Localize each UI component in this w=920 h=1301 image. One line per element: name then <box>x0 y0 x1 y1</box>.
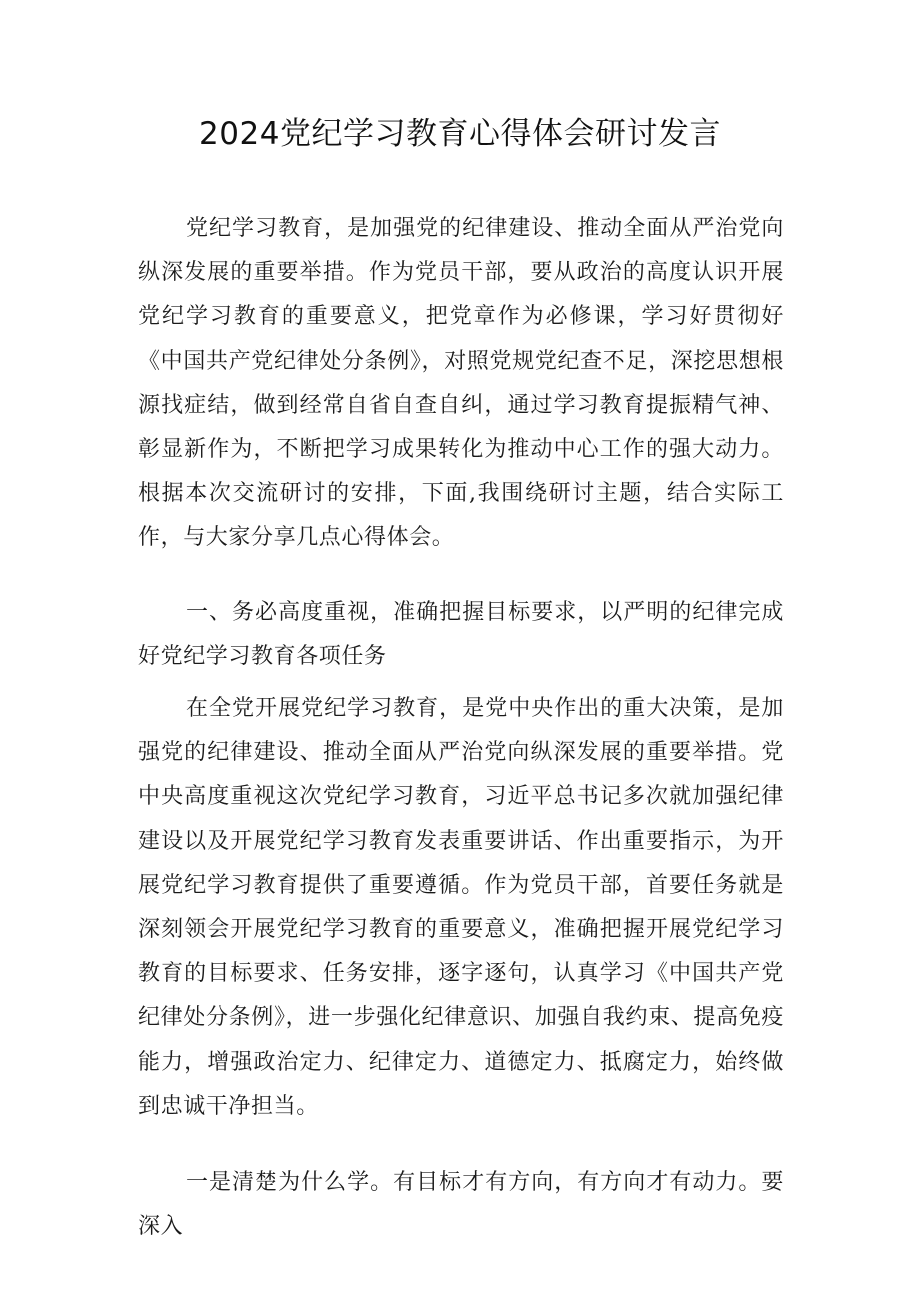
intro-paragraph: 党纪学习教育，是加强党的纪律建设、推动全面从严治党向纵深发展的重要举措。作为党员干部，要从政治的高度认识开展党纪学习教育的重要意义，把党章作为必修课，学习好贯彻好《中国共产党纪律处分条例》，对照党规党纪查不足，深挖思想根源找症结，做到经常自省自查自纠，通过学习教育提振精气神、彰显新作为，不断把学习成果转化为推动中心工作的强大动力。根据本次交流研讨的安排，下面,我围绕研讨主题，结合实际工作，与大家分享几点心得体会。 <box>138 216 784 551</box>
section-heading-1: 一、务必高度重视，准确把握目标要求，以严明的纪律完成好党纪学习教育各项任务 <box>138 600 784 670</box>
document-title: 2024党纪学习教育心得体会研讨发言 <box>199 116 721 152</box>
point-1-paragraph: 一是清楚为什么学。有目标才有方向，有方向才有动力。要深入 <box>138 1170 784 1240</box>
section-1-paragraph: 在全党开展党纪学习教育，是党中央作出的重大决策，是加强党的纪律建设、推动全面从严治党向纵深发展的重要举措。党中央高度重视这次党纪学习教育，习近平总书记多次就加强纪律建设以及开展党纪学习教育发表重要讲话、作出重要指示，为开展党纪学习教育提供了重要遵循。作为党员干部，首要任务就是深刻领会开展党纪学习教育的重要意义，准确把握开展党纪学习教育的目标要求、任务安排，逐字逐句，认真学习《中国共产党纪律处分条例》，进一步强化纪律意识、加强自我约束、提高免疫能力，增强政治定力、纪律定力、道德定力、抵腐定力，始终做到忠诚干净担当。 <box>138 696 784 1119</box>
